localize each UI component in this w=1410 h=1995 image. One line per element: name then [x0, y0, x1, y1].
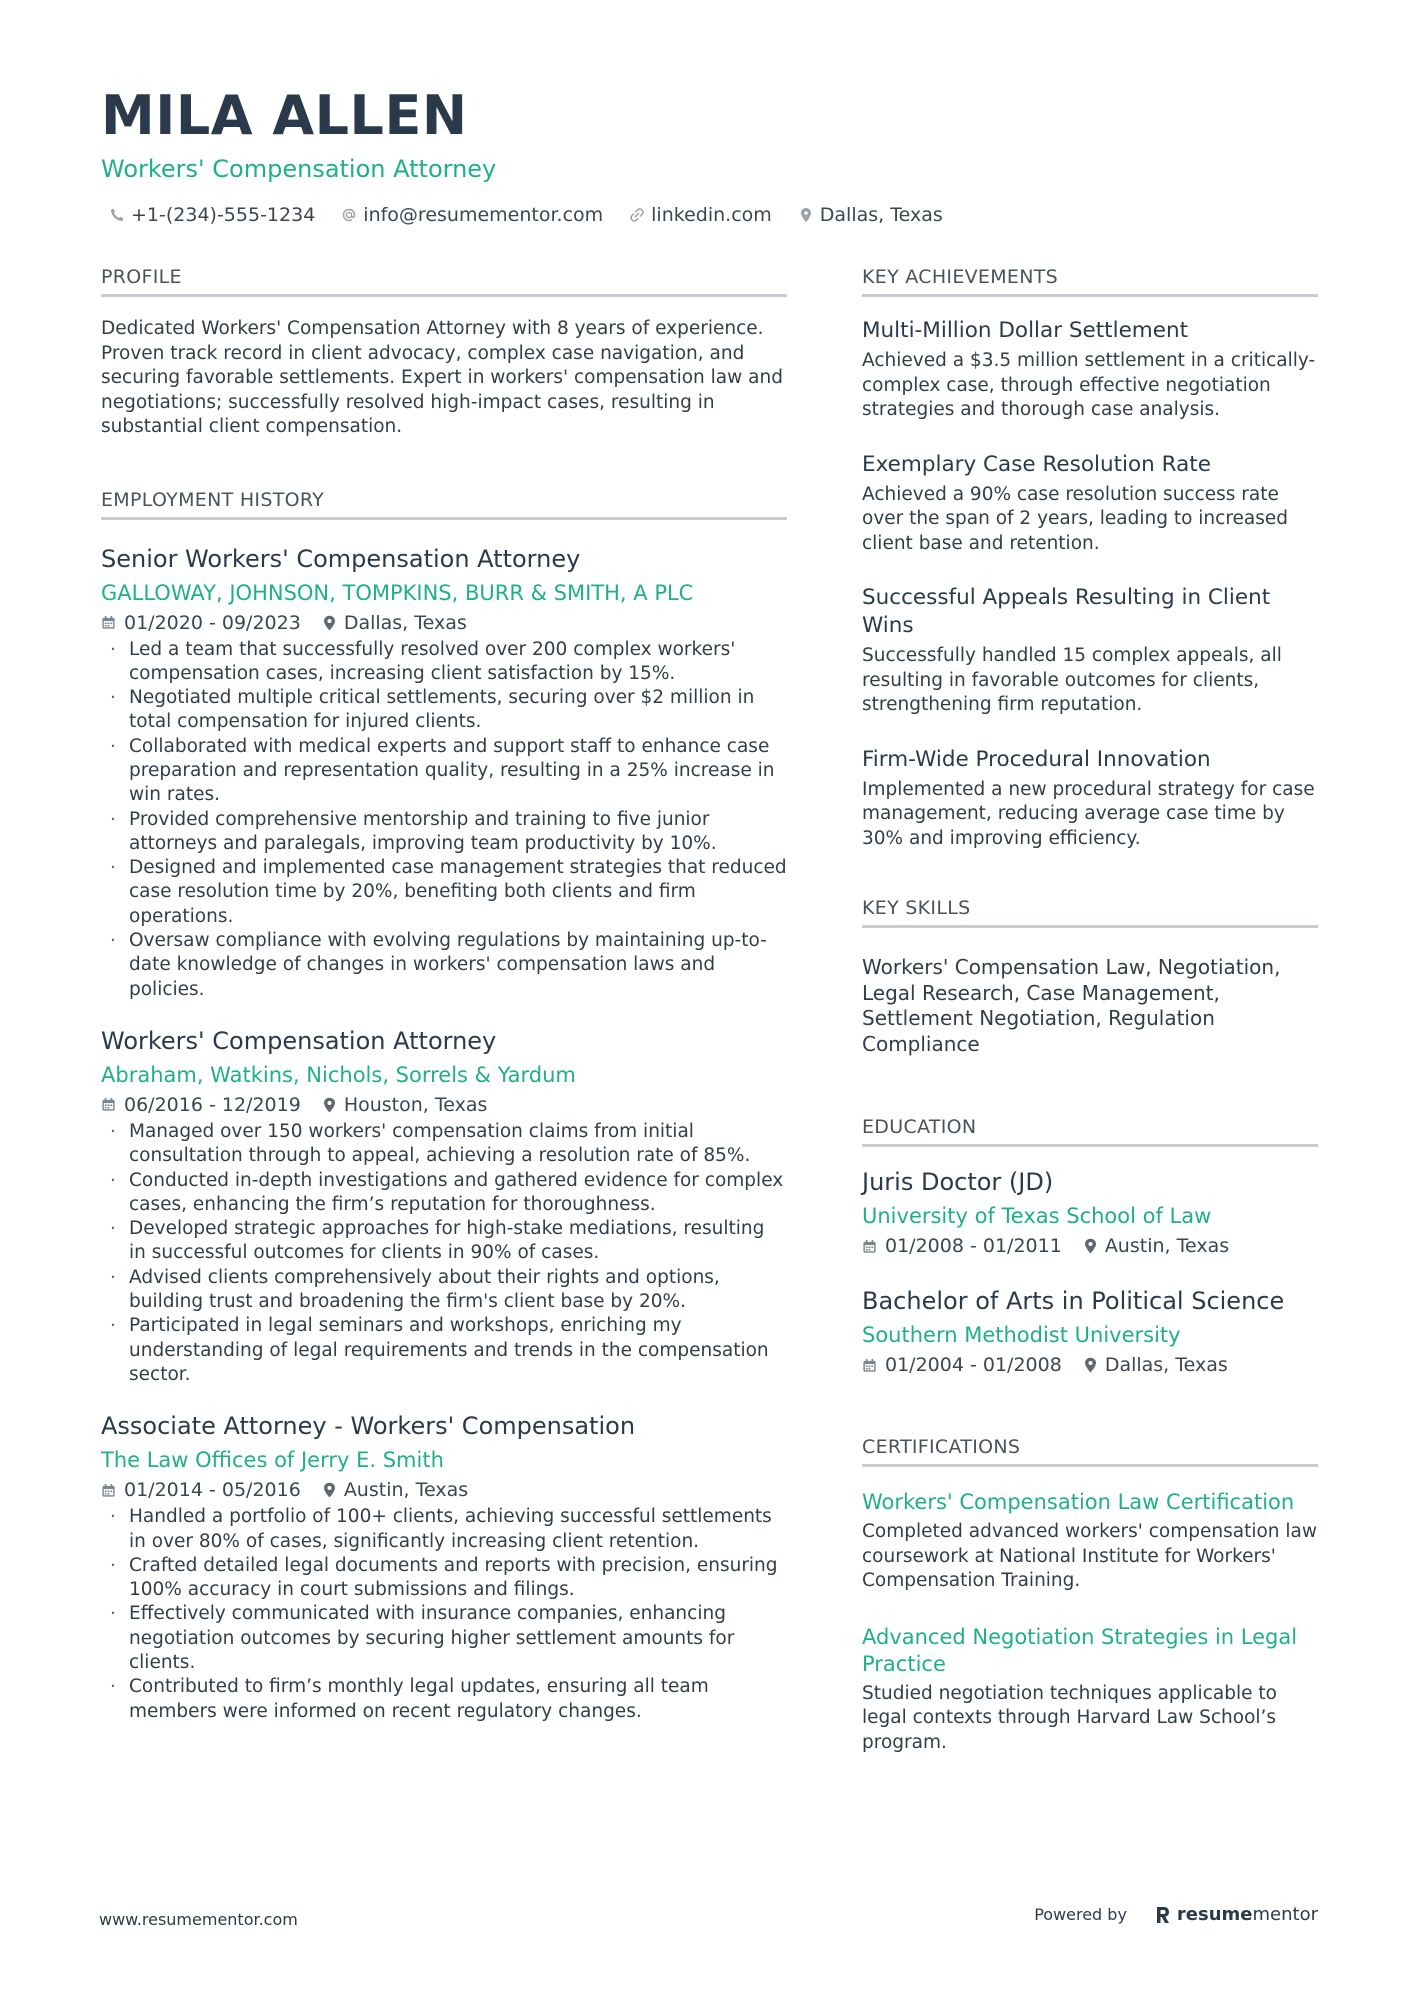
job-bullet: · Crafted detailed legal documents and reports with precision, ensuring 100% accuracy in court submissions and filings.	[101, 1554, 787, 1603]
job-bullet: · Advised clients comprehensively about their rights and options, building trust and broadening the firm's client base by 20%.	[101, 1266, 787, 1315]
education-heading: EDUCATION	[862, 1115, 1318, 1147]
job-meta	[101, 611, 787, 635]
certifications-heading: CERTIFICATIONS	[862, 1435, 1318, 1467]
achievement-item	[862, 746, 1318, 852]
edu-school: University of Texas School of Law	[862, 1204, 1212, 1228]
job-title: Senior Workers' Compensation Attorney	[101, 544, 581, 573]
candidate-name: MILA ALLEN	[101, 84, 468, 147]
cert-title: Advanced Negotiation Strategies in Legal Practice	[862, 1624, 1298, 1676]
contact-location	[798, 202, 943, 228]
job-company: Abraham, Watkins, Nichols, Sorrels & Yardum	[101, 1062, 576, 1087]
job-bullet: · Collaborated with medical experts and support staff to enhance case preparation and representation quality, resulting in a 25% increase in win rates.	[101, 735, 787, 808]
achievement-title: Exemplary Case Resolution Rate	[862, 451, 1211, 477]
brand-light: mentor	[1252, 1904, 1318, 1925]
resume-header	[101, 84, 1321, 228]
achievement-title: Successful Appeals Resulting in Client Wins	[862, 585, 1271, 638]
achievement-desc: Achieved a 90% case resolution success rate over the span of 2 years, leading to increased client base and retention.	[862, 483, 1288, 554]
job-entry	[101, 1411, 787, 1724]
edu-dates-text: 01/2008 - 01/2011	[885, 1235, 1062, 1257]
job-bullet: · Negotiated multiple critical settlements, securing over $2 million in total compensation for injured clients.	[101, 686, 787, 735]
contact-phone[interactable]	[109, 202, 315, 228]
certification-item	[862, 1489, 1318, 1594]
map-pin-icon	[323, 1482, 336, 1498]
left-column	[101, 265, 787, 1724]
job-dates-text: 01/2020 - 09/2023	[124, 611, 301, 634]
job-dates-text: 06/2016 - 12/2019	[124, 1093, 301, 1116]
edu-location	[1084, 1353, 1228, 1377]
education-item	[862, 1167, 1318, 1258]
achievement-title: Firm-Wide Procedural Innovation	[862, 746, 1211, 772]
achievement-desc: Successfully handled 15 complex appeals, all resulting in favorable outcomes for clients, strengthening firm reputation.	[862, 645, 1282, 715]
contact-email[interactable]	[341, 202, 603, 228]
powered-by-label: Powered by	[1034, 1905, 1127, 1924]
candidate-role: Workers' Compensation Attorney	[101, 155, 497, 183]
brand-bold: resume	[1176, 1904, 1253, 1925]
achievements-section	[862, 265, 1318, 851]
phone-text: +1-(234)-555-1234	[131, 204, 316, 226]
link-icon	[629, 207, 645, 223]
map-pin-icon	[1084, 1357, 1097, 1373]
email-text: info@resumementor.com	[363, 204, 604, 226]
edu-degree: Bachelor of Arts in Political Science	[862, 1287, 1285, 1315]
job-bullet: · Contributed to firm’s monthly legal updates, ensuring all team members were informed on recent regulatory changes.	[101, 1675, 787, 1724]
job-location-text: Austin, Texas	[343, 1479, 469, 1502]
achievements-heading: KEY ACHIEVEMENTS	[862, 265, 1318, 297]
skills-section	[862, 896, 1318, 1057]
certification-item	[862, 1624, 1318, 1756]
profile-section	[101, 265, 787, 440]
job-dates	[101, 1478, 301, 1502]
edu-meta	[862, 1353, 1318, 1377]
job-bullet: · Oversaw compliance with evolving regulations by maintaining up-to-date knowledge of changes in workers' compensation laws and policies.	[101, 929, 787, 1002]
edu-school: Southern Methodist University	[862, 1323, 1181, 1347]
job-company: The Law Offices of Jerry E. Smith	[101, 1448, 444, 1473]
edu-dates	[862, 1353, 1062, 1377]
employment-heading: EMPLOYMENT HISTORY	[101, 488, 787, 520]
job-bullet: · Provided comprehensive mentorship and training to five junior attorneys and paralegals, improving team productivity by 10%.	[101, 808, 787, 857]
linkedin-text: linkedin.com	[651, 204, 772, 226]
calendar-icon	[101, 1097, 116, 1112]
phone-icon	[109, 207, 125, 223]
cert-desc: Studied negotiation techniques applicable to legal contexts through Harvard Law School’s program.	[862, 1682, 1277, 1753]
cert-title: Workers' Compensation Law Certification	[862, 1490, 1295, 1514]
skills-list: Workers' Compensation Law, Negotiation, Legal Research, Case Management, Settlement Negotiation, Regulation Compliance	[862, 955, 1281, 1056]
calendar-icon	[862, 1239, 877, 1254]
employment-section	[101, 488, 787, 1724]
achievement-desc: Implemented a new procedural strategy for case management, reducing average case time by 30% and improving efficiency.	[862, 778, 1315, 849]
calendar-icon	[101, 615, 116, 630]
resumementor-logo-icon	[1155, 1905, 1171, 1925]
edu-location-text: Austin, Texas	[1104, 1235, 1230, 1257]
footer-website[interactable]: www.resumementor.com	[99, 1910, 298, 1929]
job-title: Workers' Compensation Attorney	[101, 1026, 497, 1055]
edu-degree: Juris Doctor (JD)	[862, 1168, 1054, 1196]
job-bullet: · Conducted in-depth investigations and gathered evidence for complex cases, enhancing the firm’s reputation for thoroughness.	[101, 1169, 787, 1218]
job-location	[323, 611, 467, 635]
job-bullet: · Developed strategic approaches for high-stake mediations, resulting in successful outcomes for clients in 90% of cases.	[101, 1217, 787, 1266]
education-item	[862, 1286, 1318, 1377]
right-column	[862, 265, 1318, 1755]
contact-linkedin[interactable]	[629, 202, 772, 228]
achievement-item	[862, 317, 1318, 423]
job-bullets	[101, 638, 787, 1002]
cert-desc: Completed advanced workers' compensation law coursework at National Institute for Workers' Compensation Training.	[862, 1521, 1318, 1591]
edu-dates-text: 01/2004 - 01/2008	[885, 1354, 1062, 1376]
job-dates	[101, 611, 301, 635]
edu-location-text: Dallas, Texas	[1104, 1354, 1228, 1376]
footer-powered	[1034, 1904, 1318, 1925]
job-bullet: · Effectively communicated with insurance companies, enhancing negotiation outcomes by securing higher settlement amounts for clients.	[101, 1602, 787, 1675]
map-pin-icon	[323, 615, 336, 631]
job-location	[323, 1478, 468, 1502]
calendar-icon	[101, 1483, 116, 1498]
job-bullet: · Handled a portfolio of 100+ clients, achieving successful settlements in over 80% of cases, significantly increasing client retention.	[101, 1505, 787, 1554]
achievement-item	[862, 584, 1318, 718]
job-entry	[101, 544, 787, 1002]
edu-dates	[862, 1234, 1062, 1258]
profile-summary: Dedicated Workers' Compensation Attorney with 8 years of experience. Proven track record in client advocacy, complex case navigation, and securing favorable settlements. Expert in workers' compensation law and negotiations; successfully resolved high-impact cases, resulting in substantial client compensation.	[101, 318, 783, 437]
brand-logo[interactable]	[1155, 1904, 1318, 1925]
job-bullets	[101, 1505, 787, 1724]
job-bullet: · Led a team that successfully resolved over 200 complex workers' compensation cases, increasing client satisfaction by 15%.	[101, 638, 787, 687]
job-dates	[101, 1093, 301, 1117]
job-bullet: · Participated in legal seminars and workshops, enriching my understanding of legal requirements and trends in the compensation sector.	[101, 1314, 787, 1387]
achievement-item	[862, 451, 1318, 557]
at-sign-icon	[341, 207, 357, 223]
edu-location	[1084, 1234, 1229, 1258]
job-company: GALLOWAY, JOHNSON, TOMPKINS, BURR & SMITH, A PLC	[101, 580, 694, 605]
job-meta	[101, 1093, 787, 1117]
edu-meta	[862, 1234, 1318, 1258]
map-pin-icon	[798, 207, 814, 223]
job-entry	[101, 1026, 787, 1387]
contact-bar	[101, 202, 1321, 228]
education-section	[862, 1115, 1318, 1377]
job-bullet: · Managed over 150 workers' compensation claims from initial consultation through to appeal, achieving a resolution rate of 85%.	[101, 1120, 787, 1169]
job-location-text: Dallas, Texas	[343, 611, 467, 634]
job-title: Associate Attorney - Workers' Compensation	[101, 1412, 636, 1441]
skills-heading: KEY SKILLS	[862, 896, 1318, 928]
job-bullet: · Designed and implemented case management strategies that reduced case resolution time by 20%, benefiting both clients and firm operations.	[101, 856, 787, 929]
job-dates-text: 01/2014 - 05/2016	[124, 1479, 301, 1502]
job-location	[323, 1093, 488, 1117]
calendar-icon	[862, 1358, 877, 1373]
achievement-desc: Achieved a $3.5 million settlement in a critically-complex case, through effective negotiation strategies and thorough case analysis.	[862, 350, 1316, 420]
map-pin-icon	[1084, 1238, 1097, 1254]
location-text: Dallas, Texas	[819, 204, 943, 226]
achievement-title: Multi-Million Dollar Settlement	[862, 318, 1189, 343]
certifications-section	[862, 1435, 1318, 1755]
map-pin-icon	[323, 1097, 336, 1113]
job-meta	[101, 1478, 787, 1502]
job-location-text: Houston, Texas	[343, 1093, 488, 1116]
job-bullets	[101, 1120, 787, 1387]
profile-heading: PROFILE	[101, 265, 787, 297]
